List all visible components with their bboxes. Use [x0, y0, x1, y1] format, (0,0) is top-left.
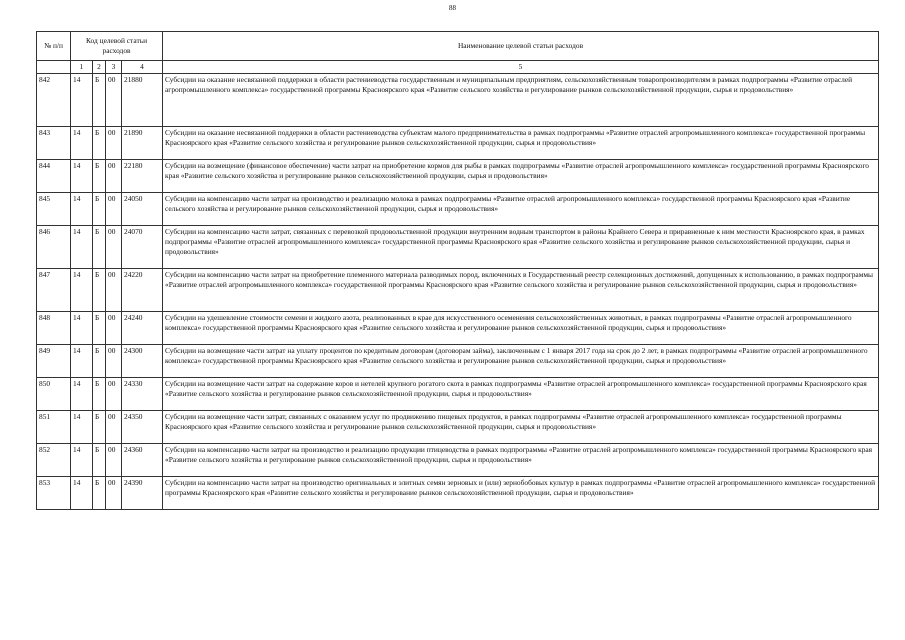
page-number: 88 — [449, 4, 456, 12]
code-part-4: 24070 — [122, 226, 163, 269]
column-number-row — [37, 61, 879, 74]
row-number: 852 — [37, 444, 71, 477]
code-part-4: 24300 — [122, 345, 163, 378]
code-part-2: Б — [93, 312, 106, 345]
code-part-4: 24220 — [122, 269, 163, 312]
code-part-4: 24390 — [122, 477, 163, 510]
table-row — [37, 226, 879, 269]
code-part-2: Б — [93, 378, 106, 411]
row-number: 849 — [37, 345, 71, 378]
column-header-name: Наименование целевой статьи расходов — [163, 32, 879, 61]
table-row — [37, 444, 879, 477]
code-part-3: 00 — [106, 477, 122, 510]
table-row — [37, 345, 879, 378]
code-part-3: 00 — [106, 444, 122, 477]
code-part-3: 00 — [106, 411, 122, 444]
code-part-1: 14 — [71, 193, 93, 226]
header-row — [37, 32, 879, 61]
budget-items-table — [36, 31, 879, 510]
table-row — [37, 127, 879, 160]
code-part-3: 00 — [106, 193, 122, 226]
item-name: Субсидии на компенсацию части затрат на производство оригинальных и элитных семян зерновых и (или) зернобобовых культур в рамках подпрограммы «Развитие отраслей агропромышленного комплекса» государственной программы Красноярского края «Развитие сельского хозяйства и регулирование рынков сельскохозяйственной продукции, сырья и продовольствия» — [163, 477, 879, 510]
item-name: Субсидии на удешевление стоимости семени и жидкого азота, реализованных в крае для искусственного осеменения сельскохозяйственных животных, в рамках подпрограммы «Развитие отраслей агропромышленного комплекса» государственной программы Красноярского края «Развитие сельского хозяйства и регулирование рынков сельскохозяйственной продукции, сырья и продовольствия» — [163, 312, 879, 345]
column-number: 2 — [93, 61, 106, 74]
row-number: 847 — [37, 269, 71, 312]
item-name: Субсидии на возмещение (финансовое обеспечение) части затрат на приобретение кормов для рыбы в рамках подпрограммы «Развитие отраслей агропромышленного комплекса» государственной программы Красноярского края «Развитие сельского хозяйства и регулирование рынков сельскохозяйственной продукции, сырья и продовольствия» — [163, 160, 879, 193]
row-number: 853 — [37, 477, 71, 510]
code-part-3: 00 — [106, 226, 122, 269]
code-part-3: 00 — [106, 269, 122, 312]
code-part-1: 14 — [71, 312, 93, 345]
item-name: Субсидии на оказание несвязанной поддержки в области растениеводства субъектам малого предпринимательства в рамках подпрограммы «Развитие отраслей агропромышленного комплекса» государственной программы Красноярского края «Развитие сельского хозяйства и регулирование рынков сельскохозяйственной продукции, сырья и продовольствия» — [163, 127, 879, 160]
code-part-2: Б — [93, 193, 106, 226]
table-row — [37, 193, 879, 226]
column-header-no: № п/п — [37, 32, 71, 61]
code-part-2: Б — [93, 477, 106, 510]
code-part-1: 14 — [71, 160, 93, 193]
row-number: 844 — [37, 160, 71, 193]
code-part-1: 14 — [71, 269, 93, 312]
row-number: 848 — [37, 312, 71, 345]
code-part-2: Б — [93, 160, 106, 193]
code-part-4: 24360 — [122, 444, 163, 477]
code-part-2: Б — [93, 226, 106, 269]
code-part-3: 00 — [106, 127, 122, 160]
table-row — [37, 269, 879, 312]
code-part-4: 24350 — [122, 411, 163, 444]
row-number: 850 — [37, 378, 71, 411]
code-part-4: 21890 — [122, 127, 163, 160]
item-name: Субсидии на возмещение части затрат на содержание коров и нетелей крупного рогатого скота в рамках подпрограммы «Развитие отраслей агропромышленного комплекса» государственной программы Красноярского края «Развитие сельского хозяйства и регулирование рынков сельскохозяйственной продукции, сырья и продовольствия» — [163, 378, 879, 411]
row-number: 846 — [37, 226, 71, 269]
column-number: 1 — [71, 61, 93, 74]
code-part-1: 14 — [71, 226, 93, 269]
item-name: Субсидии на компенсацию части затрат на приобретение племенного материала разводимых пород, включенных в Государственный реестр селекционных достижений, допущенных к использованию, в рамках подпрограммы «Развитие отраслей агропромышленного комплекса» государственной программы Красноярского края «Развитие сельского хозяйства и регулирование рынков сельскохозяйственной продукции, сырья и продовольствия» — [163, 269, 879, 312]
code-part-2: Б — [93, 127, 106, 160]
code-part-4: 24330 — [122, 378, 163, 411]
item-name: Субсидии на компенсацию части затрат на производство и реализацию продукции птицеводства в рамках подпрограммы «Развитие отраслей агропромышленного комплекса» государственной программы Красноярского края «Развитие сельского хозяйства и регулирование рынков сельскохозяйственной продукции, сырья и продовольствия» — [163, 444, 879, 477]
code-part-4: 24050 — [122, 193, 163, 226]
column-number: 5 — [163, 61, 879, 74]
table-row — [37, 74, 879, 127]
code-part-3: 00 — [106, 74, 122, 127]
row-number: 851 — [37, 411, 71, 444]
column-number-blank — [37, 61, 71, 74]
item-name: Субсидии на возмещение части затрат на уплату процентов по кредитным договорам (договорам займа), заключенным с 1 января 2017 года на срок до 2 лет, в рамках подпрограммы «Развитие отраслей агропромышленного комплекса» государственной программы Красноярского края «Развитие сельского хозяйства и регулирование рынков сельскохозяйственной продукции, сырья и продовольствия» — [163, 345, 879, 378]
code-part-4: 22180 — [122, 160, 163, 193]
column-number: 3 — [106, 61, 122, 74]
code-part-1: 14 — [71, 345, 93, 378]
code-part-4: 24240 — [122, 312, 163, 345]
code-part-1: 14 — [71, 477, 93, 510]
row-number: 845 — [37, 193, 71, 226]
code-part-3: 00 — [106, 345, 122, 378]
table-row — [37, 378, 879, 411]
code-part-3: 00 — [106, 160, 122, 193]
row-number: 843 — [37, 127, 71, 160]
table-row — [37, 477, 879, 510]
table-row — [37, 411, 879, 444]
code-part-2: Б — [93, 74, 106, 127]
row-number: 842 — [37, 74, 71, 127]
code-part-3: 00 — [106, 312, 122, 345]
column-number: 4 — [122, 61, 163, 74]
code-part-1: 14 — [71, 127, 93, 160]
item-name: Субсидии на компенсацию части затрат, связанных с перевозкой продовольственной продукции внутренним водным транспортом в районы Крайнего Севера и приравненные к ним местности Красноярского края, в рамках подпрограммы «Развитие отраслей агропромышленного комплекса» государственной программы Красноярского края «Развитие сельского хозяйства и регулирование рынков сельскохозяйственной продукции, сырья и продовольствия» — [163, 226, 879, 269]
code-part-2: Б — [93, 345, 106, 378]
code-part-1: 14 — [71, 444, 93, 477]
code-part-2: Б — [93, 411, 106, 444]
column-header-code: Код целевой статьи расходов — [71, 32, 163, 61]
code-part-2: Б — [93, 269, 106, 312]
code-part-1: 14 — [71, 378, 93, 411]
code-part-4: 21880 — [122, 74, 163, 127]
item-name: Субсидии на возмещение части затрат, связанных с оказанием услуг по продвижению пищевых продуктов, в рамках подпрограммы «Развитие отраслей агропромышленного комплекса» государственной программы Красноярского края «Развитие сельского хозяйства и регулирование рынков сельскохозяйственной продукции, сырья и продовольствия» — [163, 411, 879, 444]
item-name: Субсидии на оказание несвязанной поддержки в области растениеводства государственным и муниципальным предприятиям, сельскохозяйственным товаропроизводителям в рамках подпрограммы «Развитие отраслей агропромышленного комплекса» государственной программы Красноярского края «Развитие сельского хозяйства и регулирование рынков сельскохозяйственной продукции, сырья и продовольствия» — [163, 74, 879, 127]
table-row — [37, 160, 879, 193]
code-part-3: 00 — [106, 378, 122, 411]
code-part-1: 14 — [71, 411, 93, 444]
item-name: Субсидии на компенсацию части затрат на производство и реализацию молока в рамках подпрограммы «Развитие отраслей агропромышленного комплекса» государственной программы Красноярского края «Развитие сельского хозяйства и регулирование рынков сельскохозяйственной продукции, сырья и продовольствия» — [163, 193, 879, 226]
table-row — [37, 312, 879, 345]
code-part-2: Б — [93, 444, 106, 477]
code-part-1: 14 — [71, 74, 93, 127]
